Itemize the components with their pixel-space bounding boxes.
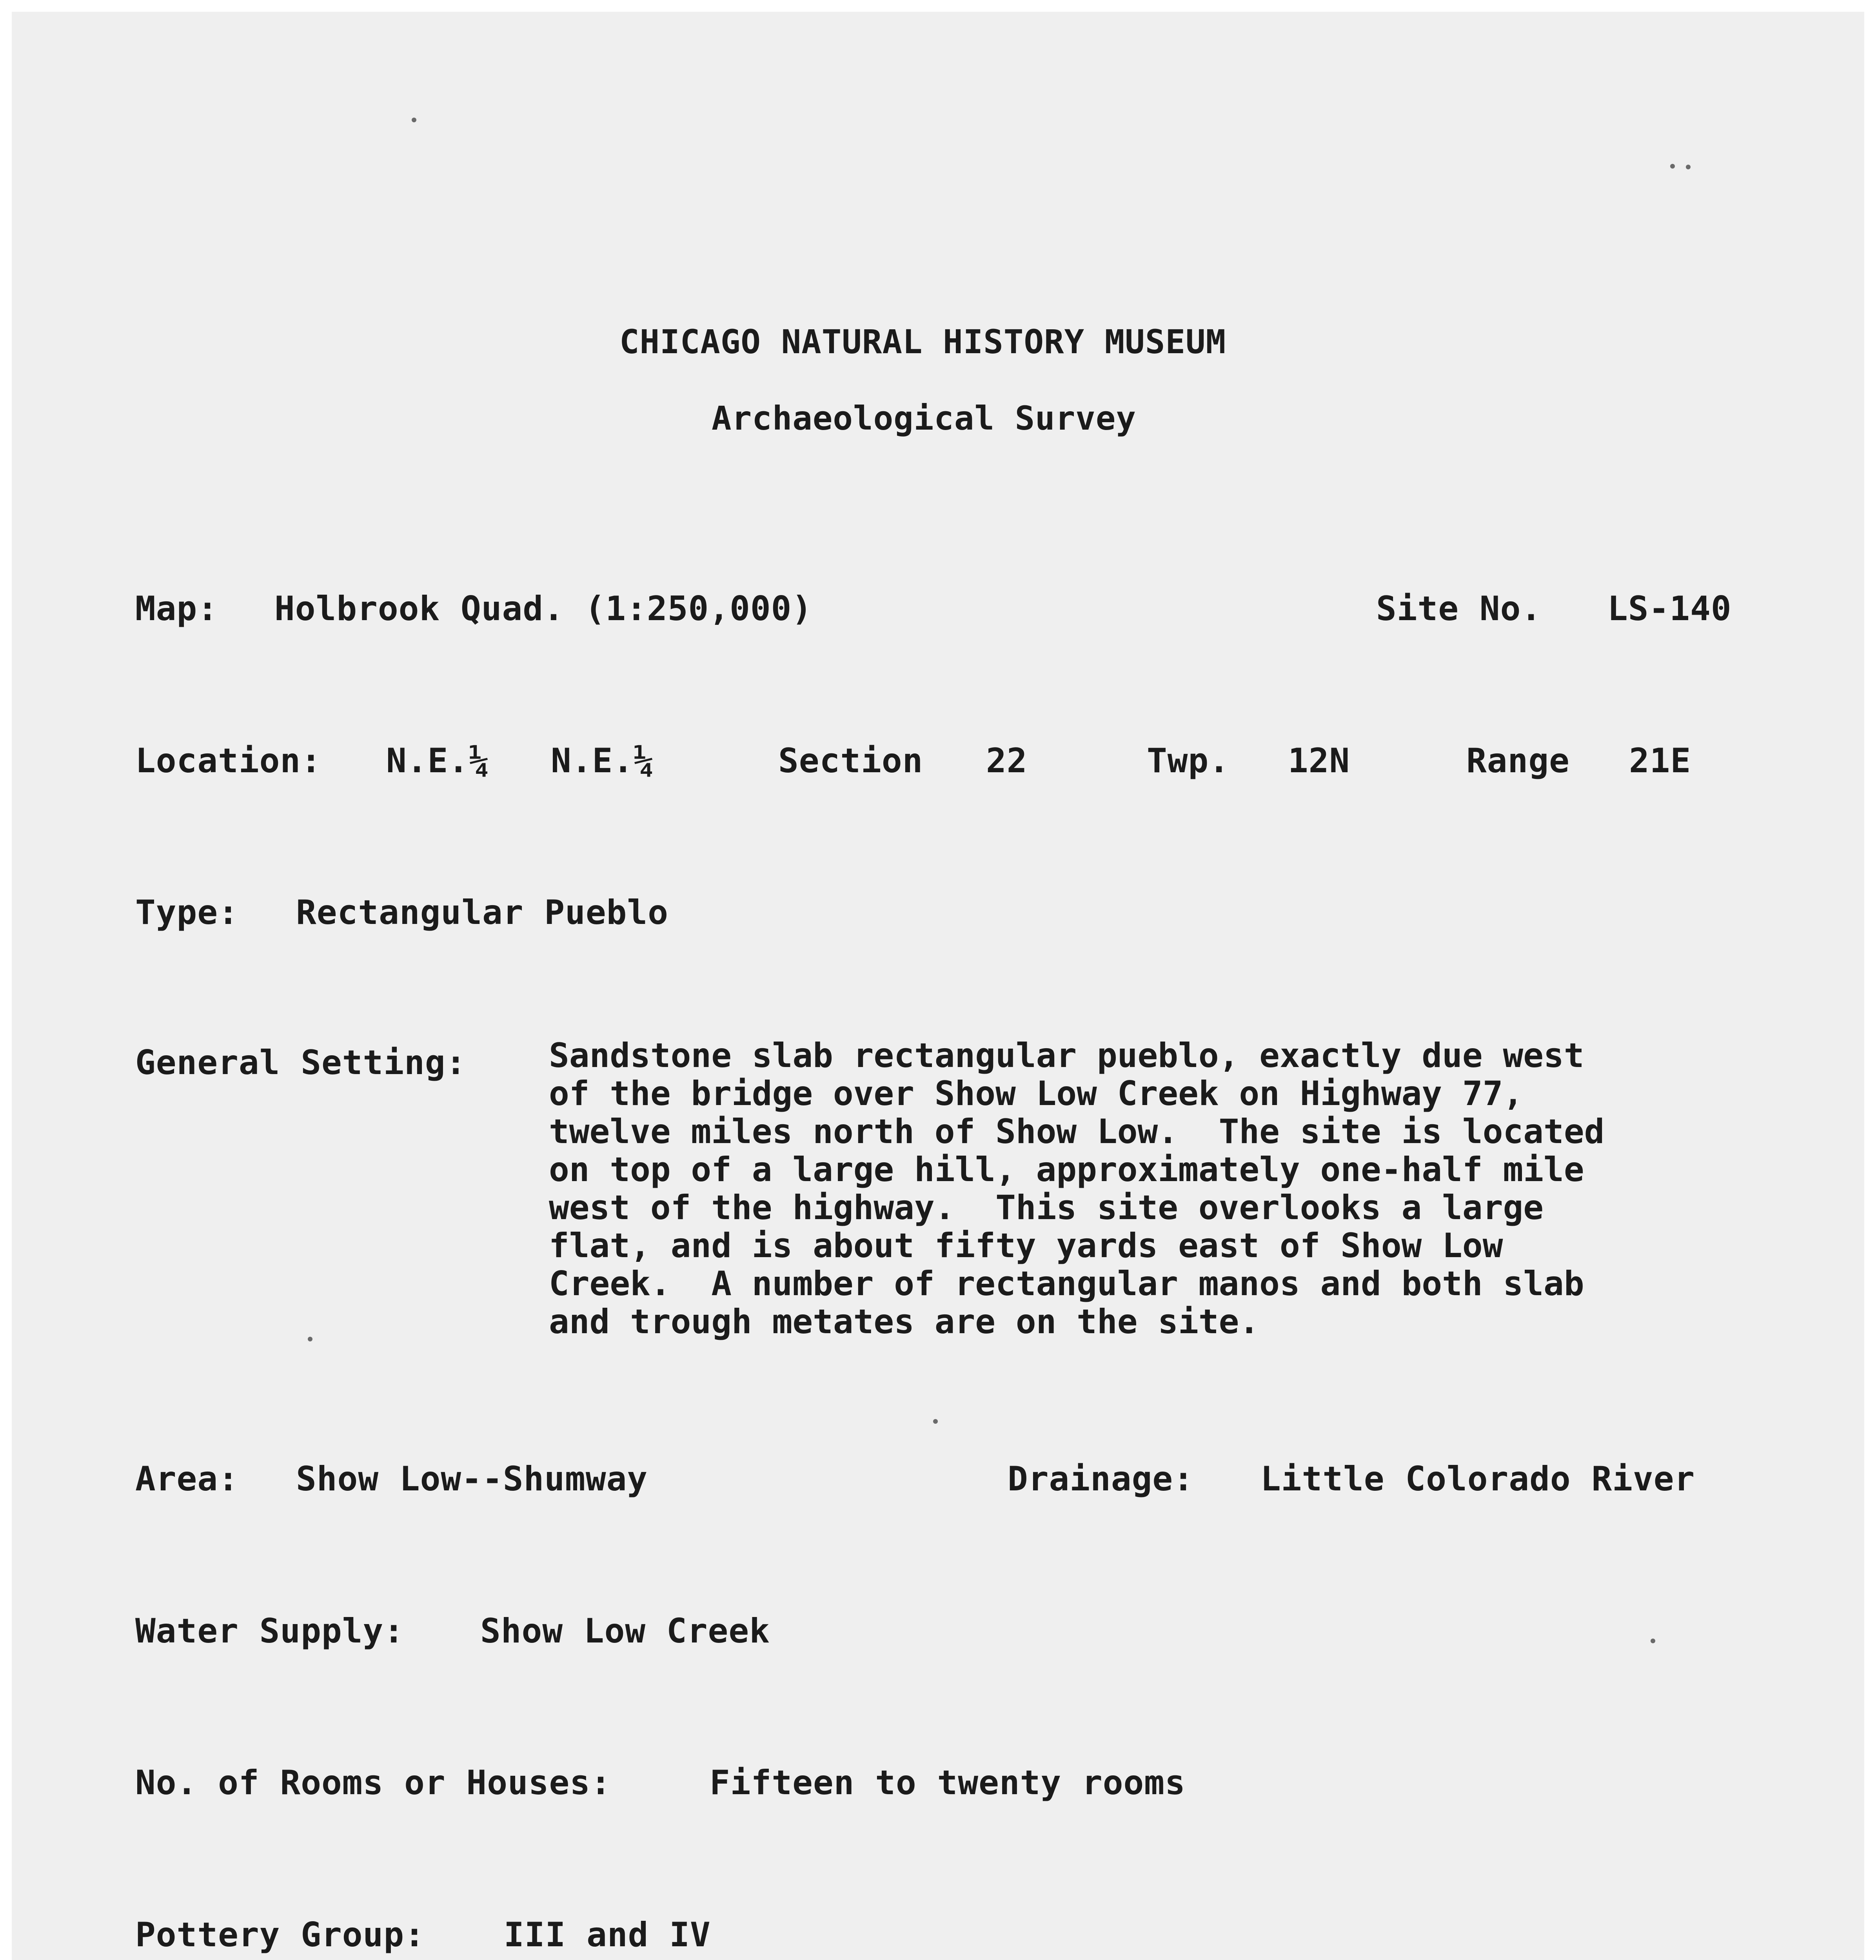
- paper-speck: [308, 1337, 312, 1341]
- paper-speck: [1686, 165, 1691, 169]
- survey-subtitle: Archaeological Survey: [712, 399, 1137, 437]
- area-value: Show Low--Shumway: [296, 1459, 648, 1499]
- location-quarter-2: N.E.¼: [551, 741, 654, 780]
- water-supply-label: Water Supply:: [135, 1612, 405, 1651]
- map-label: Map:: [135, 589, 218, 628]
- setting-line: on top of a large hill, approximately one-half mile: [549, 1150, 1584, 1189]
- general-setting-label: General Setting:: [135, 1043, 467, 1082]
- pottery-group-label: Pottery Group:: [135, 1915, 425, 1955]
- setting-line: twelve miles north of Show Low. The site is located: [549, 1112, 1605, 1151]
- drainage-value: Little Colorado River: [1260, 1459, 1695, 1499]
- paper-speck: [933, 1419, 938, 1424]
- range-value: 21E: [1629, 741, 1691, 780]
- setting-line: and trough metates are on the site.: [549, 1302, 1260, 1341]
- location-quarter-1: N.E.¼: [386, 741, 490, 780]
- rooms-label: No. of Rooms or Houses:: [135, 1763, 611, 1802]
- drainage-label: Drainage:: [1008, 1459, 1194, 1499]
- paper-speck: [1670, 164, 1675, 169]
- section-value: 22: [986, 741, 1028, 780]
- setting-line: flat, and is about fifty yards east of Show Low: [549, 1226, 1503, 1265]
- type-value: Rectangular Pueblo: [296, 893, 668, 932]
- setting-line: of the bridge over Show Low Creek on Highway 77,: [549, 1074, 1524, 1113]
- site-number-value: LS-140: [1607, 589, 1732, 628]
- survey-record-sheet: [12, 12, 1864, 1960]
- paper-speck: [1651, 1639, 1655, 1643]
- setting-line: Creek. A number of rectangular manos and both slab: [549, 1264, 1584, 1303]
- section-label: Section: [778, 741, 923, 780]
- map-value: Holbrook Quad. (1:250,000): [274, 589, 813, 628]
- range-label: Range: [1466, 741, 1570, 780]
- paper-speck: [412, 118, 416, 122]
- institution-title: CHICAGO NATURAL HISTORY MUSEUM: [619, 323, 1226, 361]
- area-label: Area:: [135, 1459, 239, 1499]
- location-label: Location:: [135, 741, 321, 780]
- setting-line: Sandstone slab rectangular pueblo, exactly due west: [549, 1036, 1584, 1075]
- water-supply-value: Show Low Creek: [480, 1612, 770, 1651]
- pottery-group-value: III and IV: [504, 1915, 711, 1955]
- township-value: 12N: [1288, 741, 1350, 780]
- site-number-label: Site No.: [1376, 589, 1542, 628]
- setting-line: west of the highway. This site overlooks a large: [549, 1188, 1544, 1227]
- rooms-value: Fifteen to twenty rooms: [710, 1763, 1186, 1802]
- type-label: Type:: [135, 893, 239, 932]
- general-setting-text: [549, 1037, 1764, 1341]
- township-label: Twp.: [1147, 741, 1230, 780]
